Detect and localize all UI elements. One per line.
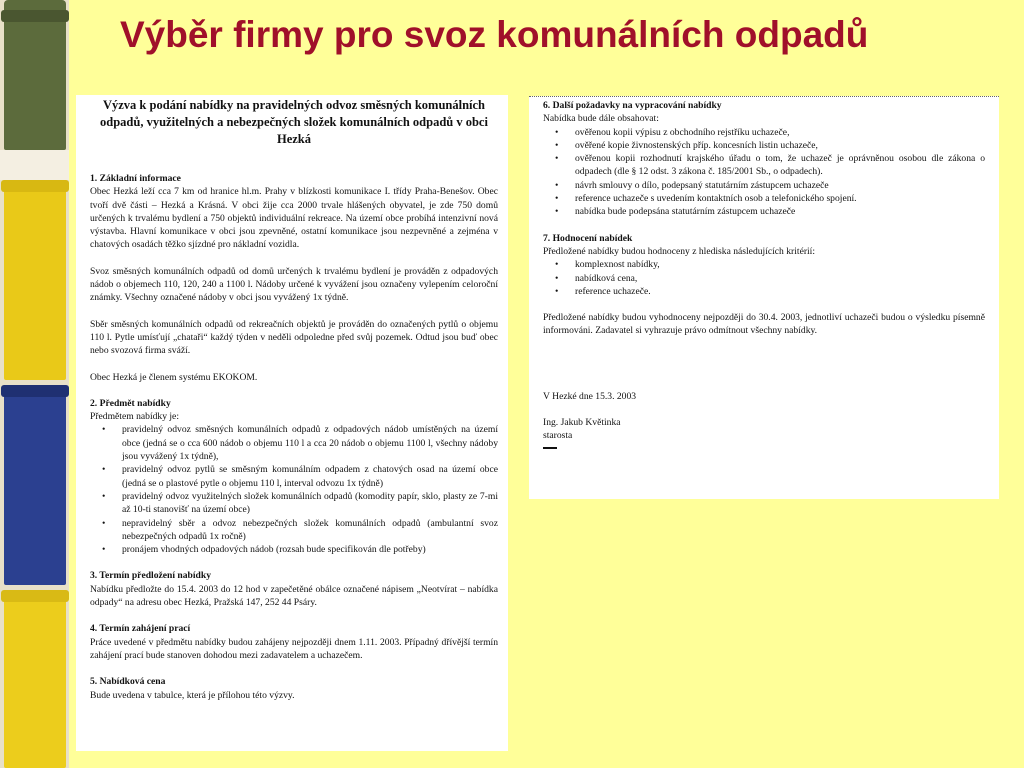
list-item: • pravidelný odvoz pytlů se směsným komunálním odpadem z chatových osad na území obce (jedná se o plastové pytle o objemu 110 l, interval odvozu 1x týdně): [122, 463, 498, 490]
paragraph: Práce uvedené v předmětu nabídky budou zahájeny nejpozději dnem 1.11. 2003. Případný dřívější termín zahájení prací bude stanoven dohodou mezi zadavatelem a uchazečem.: [90, 636, 498, 661]
signature-line: [543, 447, 557, 449]
place-date: V Hezké dne 15.3. 2003: [543, 390, 637, 402]
list-item: • nabídka bude podepsána statutárním zástupcem uchazeče: [575, 205, 985, 218]
list-item: • nepravidelný sběr a odvoz nebezpečných složek komunálních odpadů (ambulantní svoz nebezpečných odpadů 1x ročně): [122, 517, 498, 544]
list-item: • reference uchazeče.: [575, 285, 985, 298]
list-item: • ověřené kopie živnostenských příp. koncesních listin uchazeče,: [575, 139, 985, 152]
paragraph: Sběr směsných komunálních odpadů od rekreačních objektů je prováděn do označených pytlů o objemu 110 l. Pytle umísťují „chataři“ každý týden v neděli odpoledne před svůj pozemek. Odtud jsou buď obec nebo svozová firma sváží.: [90, 318, 498, 357]
section-heading: 2. Předmět nabídky: [90, 397, 171, 409]
list-item: • pravidelný odvoz využitelných složek komunálních odpadů (komodity papír, sklo, plasty ze 7-mi až 10-ti stanovišť na území obce): [122, 490, 498, 517]
bullet-list: [90, 423, 498, 556]
slide-title: Výběr firmy pro svoz komunálních odpadů: [120, 14, 869, 55]
list-item: • návrh smlouvy o dílo, podepsaný statutárním zástupcem uchazeče: [575, 179, 985, 192]
paragraph: Předložené nabídky budou vyhodnoceny nejpozději do 30.4. 2003, jednotliví uchazeči budou o výsledku písemně informováni. Zadavatel si vyhrazuje právo odmítnout všechny nabídky.: [543, 312, 985, 337]
list-item: • reference uchazeče s uvedením kontaktních osob a telefonického spojení.: [575, 192, 985, 205]
list-item: • ověřenou kopii rozhodnutí krajského úřadu o tom, že uchazeč je oprávněnou osobou dle zákona o odpadech (dle § 12 odst. 3 zákona č. 185/2001 Sb., o odpadech).: [575, 152, 985, 179]
paragraph: Svoz směsných komunálních odpadů od domů určených k trvalému bydlení je prováděn z odpadových nádob o objemech 110, 120, 240 a 1100 l. Nádoby určené k vyvážení jsou označeny vylepením celoroční známky. Všechny označené nádoby v obci jsou vyvážený 1x týdně.: [90, 265, 498, 304]
signer-name: Ing. Jakub Květinka: [543, 417, 621, 429]
paragraph: Nabídku předložte do 15.4. 2003 do 12 hod v zapečetěné obálce označené nápisem „Neotvírat – nabídka odpady“ na adresu obec Hezká, Pražská 147, 252 44 Psáry.: [90, 583, 498, 609]
green-bin-icon: [4, 0, 66, 150]
paragraph: Předmětem nabídky je:: [90, 411, 179, 423]
list-item: • komplexnost nabídky,: [575, 258, 985, 271]
section-heading: 6. Další požadavky na vypracování nabídky: [543, 100, 722, 111]
list-item: • pravidelný odvoz směsných komunálních odpadů z odpadových nádob umístěných na území obce (jedná se o cca 600 nádob o objemu 110 l a cca 20 nádob o objemu 1100 l, všechny nádoby jsou vyvážený 1x týdně),: [122, 423, 498, 463]
section-heading: 1. Základní informace: [90, 173, 181, 184]
paragraph: Bude uvedena v tabulce, která je přílohou této výzvy.: [90, 689, 295, 701]
signer-role: starosta: [543, 430, 573, 442]
section-heading: 5. Nabídková cena: [90, 676, 166, 688]
paragraph: Předložené nabídky budou hodnoceny z hlediska následujících kritérií:: [543, 245, 816, 257]
list-item: • ověřenou kopii výpisu z obchodního rejstříku uchazeče,: [575, 126, 985, 139]
blue-bin-icon: [4, 385, 66, 585]
document-page-right: [529, 96, 999, 499]
document-page-left: [76, 95, 508, 751]
bullet-list: [543, 126, 985, 219]
yellow-bin-icon: [4, 590, 66, 768]
list-item: • nabídková cena,: [575, 272, 985, 285]
paragraph: Obec Hezká je členem systému EKOKOM.: [90, 371, 258, 383]
list-item: • pronájem vhodných odpadových nádob (rozsah bude specifikován dle potřeby): [122, 543, 498, 556]
document-title: Výzva k podání nabídky na pravidelných odvoz směsných komunálních odpadů, využitelných a nebezpečných složek komunálních odpadů v obci Hezká: [100, 98, 488, 146]
bullet-list: [543, 258, 985, 298]
paragraph: Obec Hezká leží cca 7 km od hranice hl.m. Prahy v blízkosti komunikace I. třídy Praha-Benešov. Obec tvoří dvě části – Hezká a Krásná. V obci žije cca 2000 trvale hlášených obyvatel, je zde 750 domů určených k trvalému bydlení a 750 objektů individuální rekreace. Na území obce probíhá intenzivní nová výstavba. Hlavní komunikace v obci jsou zpevněné, ostatní komunikace jsou nezpevněné a zejména v chatových osadách těžko sjízdné pro nákladní vozidla.: [90, 186, 498, 251]
section-heading: 4. Termín zahájení prací: [90, 623, 191, 635]
paragraph: Nabídka bude dále obsahovat:: [543, 113, 659, 125]
waste-bins-image: [0, 0, 69, 768]
section-heading: 3. Termín předložení nabídky: [90, 570, 212, 582]
yellow-bin-icon: [4, 180, 66, 380]
section-heading: 7. Hodnocení nabídek: [543, 232, 633, 244]
